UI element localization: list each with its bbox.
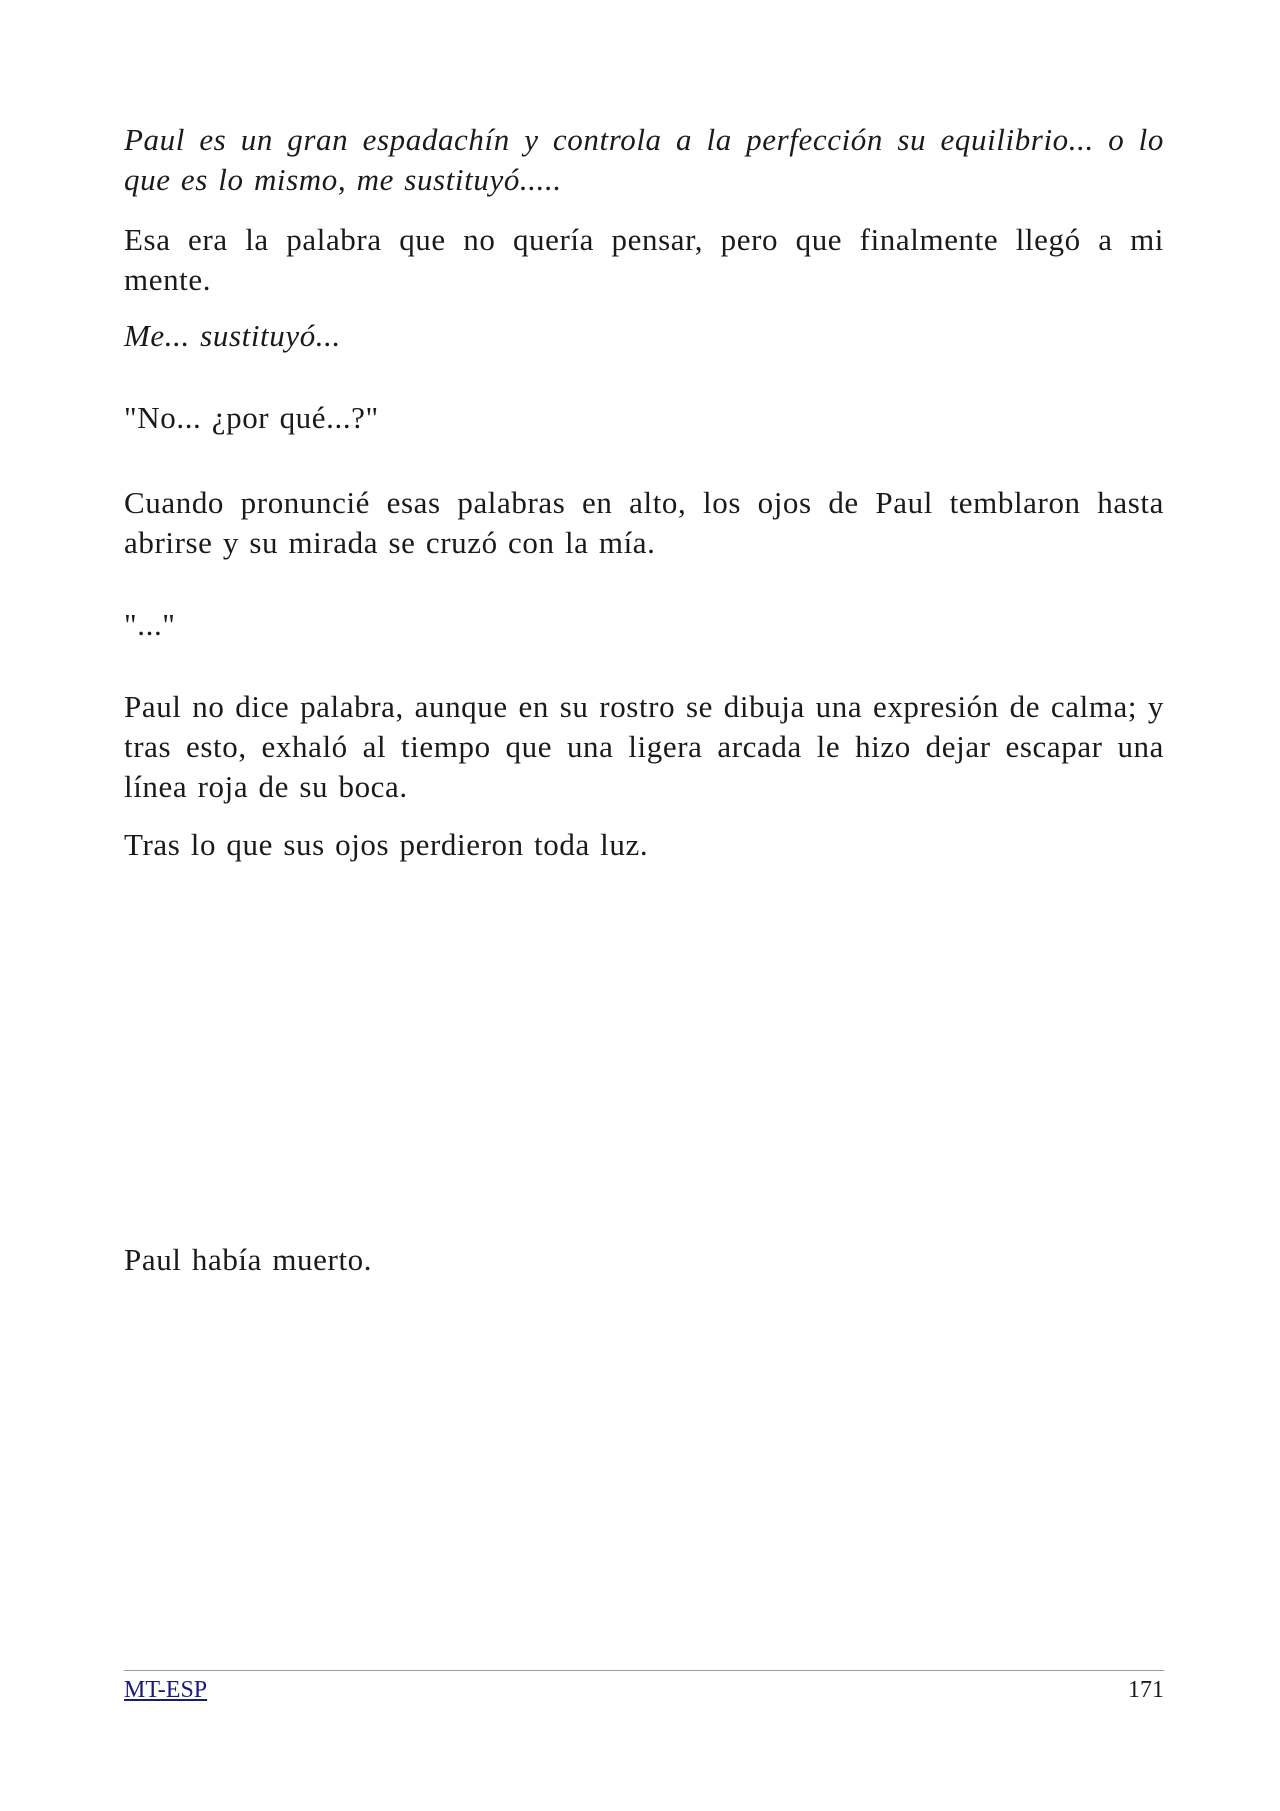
dialogue-line: "No... ¿por qué...?" — [124, 400, 379, 435]
body-paragraph: Paul no dice palabra, aunque en su rostro se dibuja una expresión de calma; y tras esto, exhaló al tiempo que una ligera arcada le hizo dejar escapar una línea roja de su boca. — [124, 689, 1164, 804]
italic-thought-line: Me... sustituyó... — [124, 318, 341, 353]
body-paragraph: Cuando pronuncié esas palabras en alto, los ojos de Paul temblaron hasta abrirse y su mirada se cruzó con la mía. — [124, 485, 1164, 560]
body-paragraph: Tras lo que sus ojos perdieron toda luz. — [124, 827, 649, 862]
body-paragraph: Esa era la palabra que no quería pensar, pero que finalmente llegó a mi mente. — [124, 222, 1164, 297]
page-number: 171 — [1128, 1677, 1164, 1703]
footer-link[interactable]: MT-ESP — [124, 1677, 208, 1703]
italic-thought-paragraph: Paul es un gran espadachín y controla a la perfección su equilibrio... o lo que es lo mismo, me sustituyó..... — [124, 122, 1164, 197]
page-footer — [124, 1670, 1164, 1703]
closing-line: Paul había muerto. — [124, 1242, 373, 1277]
dialogue-line: "..." — [124, 607, 176, 642]
